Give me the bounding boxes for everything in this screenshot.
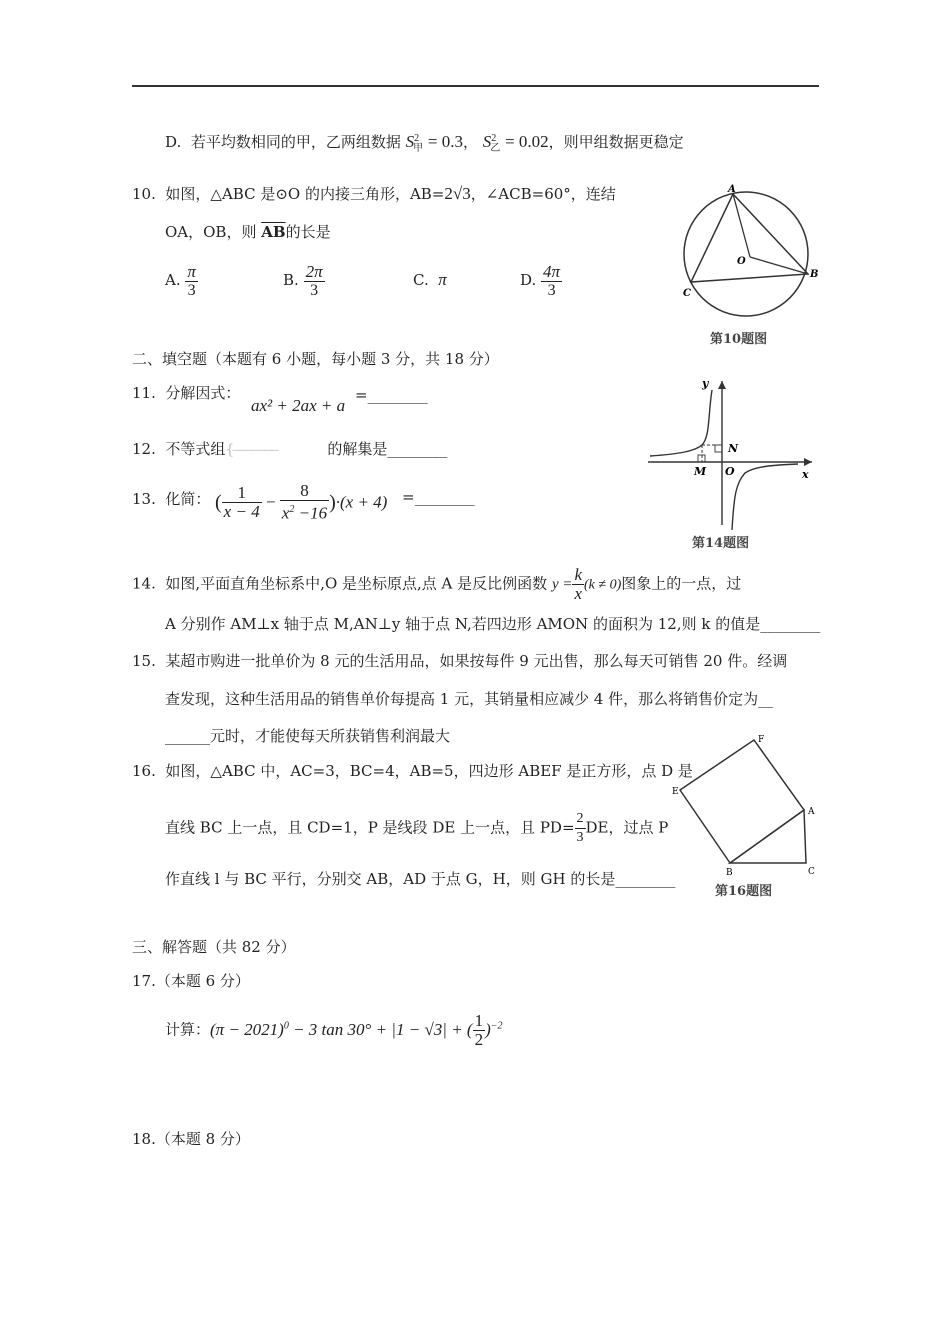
section-2-heading: 二、填空题（本题有 6 小题，每小题 3 分，共 18 分） <box>132 350 499 368</box>
q15-line3: ______元时，才能使每天所获销售利润最大 <box>165 727 451 745</box>
svg-text:F: F <box>758 735 765 745</box>
q12-system-image: { ̶ ̶ ̶ ̶ ̶ ̶ ̶ <box>225 442 282 458</box>
q13-blank: =________ <box>402 488 475 506</box>
q13-expr: ( $\frac{1}{x - 4}$ − $\frac{8}{x^2 -16}$ )·(x + 4) <box>215 481 388 523</box>
svg-text:O: O <box>737 256 746 267</box>
q10-option-c: C. π <box>413 270 447 289</box>
q16-caption: 第16题图 <box>715 884 773 899</box>
q15-line1: 15. 某超市购进一批单价为 8 元的生活用品，如果按每件 9 元出售，那么每天可销售 20 件。经调 <box>132 652 788 670</box>
svg-text:M: M <box>694 465 707 478</box>
q16-figure <box>672 730 822 880</box>
q10-option-b: B. $\frac{2\pi}{3}$ <box>283 261 323 299</box>
svg-text:A: A <box>808 807 815 817</box>
svg-text:y: y <box>702 377 709 390</box>
svg-text:x: x <box>802 468 809 481</box>
q17-heading: 17.（本题 6 分） <box>132 972 250 990</box>
q16-line2: 直线 BC 上一点，且 CD=1，P 是线段 DE 上一点，且 PD= $\frac{2}{3}$ DE，过点 P <box>165 811 669 845</box>
q18-heading: 18.（本题 8 分） <box>132 1130 250 1148</box>
q17-expr: 计算：$(\pi - 2021)^0 - 3$ tan 30° + |1 − √3| + ( $\frac{1}{2}$ )$^{-2}$ <box>165 1011 503 1049</box>
q16-line1: 16. 如图，△ABC 中，AC=3，BC=4，AB=5，四边形 ABEF 是正方形，点 D 是 <box>132 762 693 780</box>
q10-line2: OA，OB，则 $\overline{AB}$的长是 <box>165 223 331 241</box>
q9-option-d: D. 若平均数相同的甲，乙两组数据 $S^2_甲 = 0.3$， $S^2_乙 = 0.02$，则甲组数据更稳定 <box>165 132 684 154</box>
svg-text:E: E <box>672 787 679 797</box>
q14-figure <box>640 375 820 530</box>
q10-option-d: D. $\frac{4\pi}{3}$ <box>520 261 561 299</box>
svg-text:C: C <box>683 288 691 299</box>
q11-expr: ax² + 2ax + a <box>251 396 346 415</box>
q14-caption: 第14题图 <box>692 536 750 551</box>
svg-text:N: N <box>728 442 739 455</box>
q10-line1: 10. 如图，△ABC 是⊙O 的内接三角形，AB=2√3，∠ACB=60°，连结 <box>132 184 616 203</box>
header-rule <box>132 85 819 87</box>
q12: 12. 不等式组{ ̶ ̶ ̶ ̶ ̶ ̶ ̶ 的解集是________ <box>132 440 448 458</box>
q10-figure <box>675 180 820 325</box>
svg-text:B: B <box>810 269 819 280</box>
q16-line3: 作直线 l 与 BC 平行，分别交 AB，AD 于点 G，H，则 GH 的长是________ <box>165 870 676 888</box>
q13: 13. 化简： <box>132 490 211 508</box>
section-3-heading: 三、解答题（共 82 分） <box>132 938 296 956</box>
q11: 11. 分解因式： <box>132 384 241 402</box>
q11-blank: =________ <box>355 386 428 404</box>
svg-text:O: O <box>725 465 735 478</box>
q14-line1: 14. 如图,平面直角坐标系中,O 是坐标原点,点 A 是反比例函数 y = $\frac{k}{x}$ (k ≠ 0)图象上的一点，过 <box>132 565 742 603</box>
svg-text:A: A <box>728 184 736 195</box>
q10-option-a: A. $\frac{\pi}{3}$ <box>165 261 196 299</box>
svg-text:C: C <box>808 867 815 877</box>
q10-caption: 第10题图 <box>710 332 768 347</box>
q14-line2: A 分别作 AM⊥x 轴于点 M,AN⊥y 轴于点 N,若四边形 AMON 的面积为 12,则 k 的值是________ <box>165 615 821 633</box>
q15-line2: 查发现，这种生活用品的销售单价每提高 1 元，其销量相应减少 4 件，那么将销售价定为__ <box>165 690 774 708</box>
svg-text:B: B <box>726 868 733 878</box>
